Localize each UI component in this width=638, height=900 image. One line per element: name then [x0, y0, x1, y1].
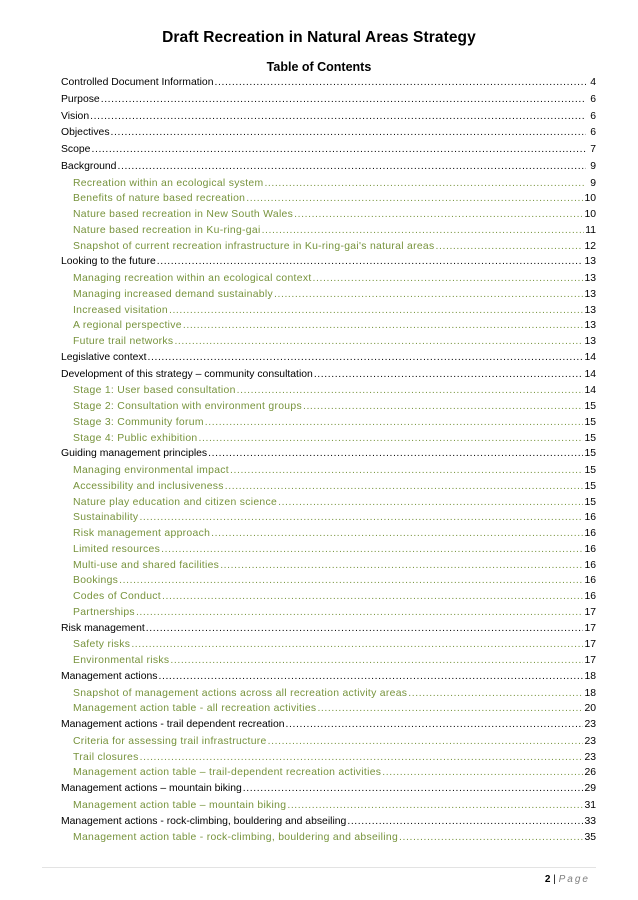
toc-entry-title: Bookings	[73, 575, 119, 587]
toc-subentry[interactable]	[61, 830, 596, 846]
toc-entry-title: Benefits of nature based recreation	[73, 193, 246, 205]
toc-leader-dots	[146, 621, 584, 637]
toc-entry-title: Nature based recreation in New South Wales	[73, 209, 294, 220]
toc-entry-page: 15	[584, 496, 596, 508]
toc-subentry[interactable]	[61, 701, 596, 717]
toc-subentry[interactable]	[61, 589, 596, 605]
toc-subentry[interactable]	[61, 399, 596, 415]
toc-entry-title: Objectives	[61, 127, 110, 139]
toc-subentry[interactable]	[61, 605, 596, 621]
toc-entry-title: Management action table - all recreation activities	[73, 703, 317, 715]
toc-entry-page: 6	[590, 127, 596, 139]
toc-entry-title: Stage 1: User based consultation	[73, 385, 236, 397]
toc-subentry[interactable]	[61, 510, 596, 526]
toc-entry-page: 16	[584, 559, 596, 571]
toc-subentry[interactable]	[61, 653, 596, 669]
toc-entry[interactable]	[61, 92, 596, 109]
footer-separator: |	[553, 874, 556, 885]
toc-leader-dots	[205, 415, 584, 431]
toc-leader-dots	[161, 542, 583, 558]
toc-subentry[interactable]	[61, 287, 596, 303]
toc-subentry[interactable]	[61, 558, 596, 574]
toc-entry-page: 10	[584, 209, 596, 220]
toc-entry-page: 15	[584, 465, 596, 476]
toc-entry-title: Limited resources	[73, 543, 161, 555]
toc-entry-page: 29	[584, 783, 596, 794]
toc-leader-dots	[382, 765, 583, 781]
toc-entry-title: Managing increased demand sustainably	[73, 288, 273, 300]
toc-subentry[interactable]	[61, 765, 596, 781]
toc-entry-page: 26	[584, 767, 596, 779]
toc-entry[interactable]	[61, 159, 596, 176]
toc-entry-page: 10	[584, 193, 596, 205]
toc-entry-title: Controlled Document Information	[61, 77, 214, 88]
toc-entry-title: Background	[61, 160, 117, 172]
toc-leader-dots	[274, 287, 583, 303]
toc-entry[interactable]	[61, 367, 596, 384]
toc-entry-page: 17	[584, 622, 596, 634]
toc-entry-page: 7	[590, 144, 596, 155]
toc-entry-title: Management action table - rock-climbing, bouldering and abseiling	[73, 832, 399, 844]
footer-divider	[42, 867, 596, 868]
toc-leader-dots	[170, 653, 583, 669]
toc-subentry[interactable]	[61, 318, 596, 334]
toc-subentry[interactable]	[61, 798, 596, 814]
toc-subentry[interactable]	[61, 334, 596, 350]
toc-entry-title: Management actions - trail dependent recreation	[61, 719, 285, 730]
toc-entry-page: 4	[590, 77, 596, 88]
toc-entry[interactable]	[61, 109, 596, 126]
toc-entry-title: Management action table – trail-dependent recreation activities	[73, 767, 382, 779]
toc-entry-title: Partnerships	[73, 606, 135, 618]
toc-entry-page: 13	[584, 288, 596, 300]
toc-entry-page: 16	[584, 528, 596, 539]
toc-entry-page: 6	[590, 93, 596, 105]
toc-entry-page: 15	[584, 432, 596, 444]
toc-entry-title: Nature play education and citizen science	[73, 496, 278, 508]
toc-leader-dots	[220, 558, 583, 574]
toc-entry-page: 16	[584, 575, 596, 587]
toc-entry[interactable]	[61, 350, 596, 367]
toc-leader-dots	[198, 431, 583, 447]
toc-leader-dots	[101, 92, 586, 108]
toc-entry-title: Management actions - rock-climbing, bouldering and abseiling	[61, 815, 347, 827]
toc-entry[interactable]	[61, 814, 596, 831]
toc-entry-page: 14	[584, 351, 596, 363]
toc-entry-page: 17	[584, 606, 596, 618]
toc-leader-dots	[90, 109, 586, 125]
toc-entry-page: 20	[584, 703, 596, 715]
toc-entry-title: Multi-use and shared facilities	[73, 559, 220, 571]
toc-entry-page: 13	[584, 256, 596, 268]
toc-leader-dots	[268, 734, 584, 750]
toc-leader-dots	[158, 669, 583, 685]
toc-leader-dots	[436, 239, 584, 255]
footer-page-number: 2	[544, 874, 551, 885]
toc-subentry[interactable]	[61, 415, 596, 431]
toc-subentry[interactable]	[61, 686, 596, 702]
toc-entry-page: 14	[584, 368, 596, 380]
toc-entry-page: 23	[584, 751, 596, 763]
toc-leader-dots	[317, 701, 583, 717]
toc-entry[interactable]	[61, 75, 596, 92]
toc-entry-page: 14	[584, 385, 596, 397]
toc-entry-title: Management actions – mountain biking	[61, 783, 242, 794]
toc-entry-title: Criteria for assessing trail infrastructure	[73, 735, 267, 747]
toc-entry-title: Environmental risks	[73, 655, 170, 666]
toc-subentry[interactable]	[61, 750, 596, 766]
toc-leader-dots	[117, 159, 586, 175]
toc-leader-dots	[91, 142, 586, 158]
toc-entry-title: Risk management approach	[73, 528, 211, 539]
toc-subentry[interactable]	[61, 495, 596, 511]
toc-entry-page: 6	[590, 110, 596, 122]
toc-leader-dots	[157, 254, 584, 270]
toc-entry-title: Managing environmental impact	[73, 465, 229, 476]
toc-leader-dots	[262, 223, 585, 239]
toc-entry[interactable]	[61, 781, 596, 798]
toc-entry-page: 23	[584, 719, 596, 730]
toc-leader-dots	[225, 479, 584, 495]
toc-entry-title: Stage 4: Public exhibition	[73, 432, 198, 444]
toc-entry-title: Increased visitation	[73, 304, 168, 316]
toc-entry-page: 12	[584, 240, 596, 252]
toc-leader-dots	[287, 798, 583, 814]
toc-subentry[interactable]	[61, 637, 596, 653]
toc-leader-dots	[286, 717, 584, 733]
toc-entry[interactable]	[61, 254, 596, 271]
toc-subentry[interactable]	[61, 271, 596, 287]
toc-entry-title: Managing recreation within an ecological context	[73, 273, 312, 284]
toc-leader-dots	[246, 191, 583, 207]
toc-entry-title: A regional perspective	[73, 320, 182, 332]
toc-heading: Table of Contents	[266, 60, 372, 74]
toc-entry[interactable]	[61, 125, 596, 142]
toc-entry-page: 33	[584, 815, 596, 827]
toc-leader-dots	[169, 303, 583, 319]
toc-entry-title: Legislative context	[61, 351, 147, 363]
toc-leader-dots	[208, 446, 583, 462]
toc-entry-page: 15	[584, 448, 596, 460]
table-of-contents	[61, 75, 596, 846]
toc-subentry[interactable]	[61, 463, 596, 479]
toc-entry-page: 17	[584, 639, 596, 651]
toc-subentry[interactable]	[61, 239, 596, 255]
toc-leader-dots	[243, 781, 584, 797]
toc-entry-title: Sustainability	[73, 512, 139, 524]
toc-entry[interactable]	[61, 142, 596, 159]
page-footer	[545, 874, 590, 885]
toc-entry[interactable]	[61, 621, 596, 638]
toc-leader-dots	[111, 125, 586, 141]
toc-entry-page: 15	[584, 401, 596, 412]
toc-subentry[interactable]	[61, 191, 596, 207]
toc-leader-dots	[131, 637, 583, 653]
toc-leader-dots	[139, 510, 583, 526]
toc-entry-title: Scope	[61, 144, 91, 155]
toc-subentry[interactable]	[61, 223, 596, 239]
footer-page-word: Page	[558, 874, 590, 885]
toc-subentry[interactable]	[61, 176, 596, 192]
toc-entry-page: 11	[585, 224, 596, 236]
toc-entry-title: Snapshot of management actions across all recreation activity areas	[73, 687, 408, 699]
toc-leader-dots	[313, 271, 584, 287]
toc-subentry[interactable]	[61, 542, 596, 558]
toc-entry-title: Stage 2: Consultation with environment groups	[73, 401, 302, 412]
toc-leader-dots	[314, 367, 584, 383]
toc-entry-page: 18	[584, 670, 596, 682]
toc-subentry[interactable]	[61, 573, 596, 589]
toc-entry[interactable]	[61, 446, 596, 463]
toc-subentry[interactable]	[61, 431, 596, 447]
toc-entry-page: 16	[584, 512, 596, 524]
toc-entry-title: Management actions	[61, 670, 158, 682]
toc-entry-page: 17	[584, 655, 596, 666]
toc-leader-dots	[214, 75, 586, 91]
toc-entry-page: 15	[584, 480, 596, 492]
document-title: Draft Recreation in Natural Areas Strategy	[162, 29, 476, 46]
toc-subentry[interactable]	[61, 479, 596, 495]
toc-leader-dots	[230, 463, 583, 479]
toc-entry-title: Stage 3: Community forum	[73, 416, 204, 428]
toc-entry-page: 9	[590, 177, 596, 189]
toc-leader-dots	[174, 334, 583, 350]
toc-entry-page: 13	[584, 273, 596, 284]
toc-entry-title: Purpose	[61, 93, 100, 105]
toc-entry-page: 13	[584, 304, 596, 316]
toc-leader-dots	[211, 526, 583, 542]
toc-entry-page: 16	[584, 543, 596, 555]
toc-leader-dots	[140, 750, 584, 766]
toc-entry-page: 18	[584, 687, 596, 699]
toc-entry-page: 15	[584, 416, 596, 428]
toc-leader-dots	[162, 589, 583, 605]
toc-entry-title: Accessibility and inclusiveness	[73, 480, 224, 492]
toc-entry-title: Safety risks	[73, 639, 131, 651]
toc-subentry[interactable]	[61, 383, 596, 399]
toc-entry-page: 16	[584, 591, 596, 602]
toc-entry-title: Future trail networks	[73, 336, 174, 347]
toc-leader-dots	[347, 814, 583, 830]
toc-leader-dots	[294, 207, 583, 223]
toc-leader-dots	[408, 686, 583, 702]
toc-entry-title: Management action table – mountain biking	[73, 799, 287, 811]
toc-entry-title: Recreation within an ecological system	[73, 177, 264, 189]
toc-leader-dots	[147, 350, 583, 366]
toc-entry-title: Codes of Conduct	[73, 591, 161, 602]
toc-leader-dots	[264, 176, 586, 192]
toc-leader-dots	[136, 605, 584, 621]
toc-entry-page: 13	[584, 320, 596, 332]
toc-entry-title: Looking to the future	[61, 256, 156, 268]
toc-subentry[interactable]	[61, 526, 596, 542]
toc-entry[interactable]	[61, 669, 596, 686]
toc-leader-dots	[237, 383, 584, 399]
toc-entry-title: Vision	[61, 110, 90, 122]
toc-entry-page: 13	[584, 336, 596, 347]
toc-leader-dots	[278, 495, 583, 511]
toc-entry-title: Snapshot of current recreation infrastructure in Ku-ring-gai's natural areas	[73, 240, 435, 252]
toc-subentry[interactable]	[61, 303, 596, 319]
toc-leader-dots	[303, 399, 583, 415]
toc-leader-dots	[183, 318, 584, 334]
toc-entry-title: Guiding management principles	[61, 448, 208, 460]
toc-entry-page: 9	[590, 160, 596, 172]
toc-leader-dots	[399, 830, 583, 846]
toc-subentry[interactable]	[61, 207, 596, 223]
toc-entry-page: 31	[584, 799, 596, 811]
toc-subentry[interactable]	[61, 734, 596, 750]
toc-entry-title: Development of this strategy – community consultation	[61, 368, 313, 380]
toc-entry-title: Trail closures	[73, 751, 139, 763]
toc-leader-dots	[119, 573, 583, 589]
toc-entry-page: 23	[584, 735, 596, 747]
toc-entry[interactable]	[61, 717, 596, 734]
toc-entry-title: Risk management	[61, 622, 145, 634]
toc-entry-title: Nature based recreation in Ku-ring-gai	[73, 224, 261, 236]
toc-entry-page: 35	[584, 832, 596, 844]
